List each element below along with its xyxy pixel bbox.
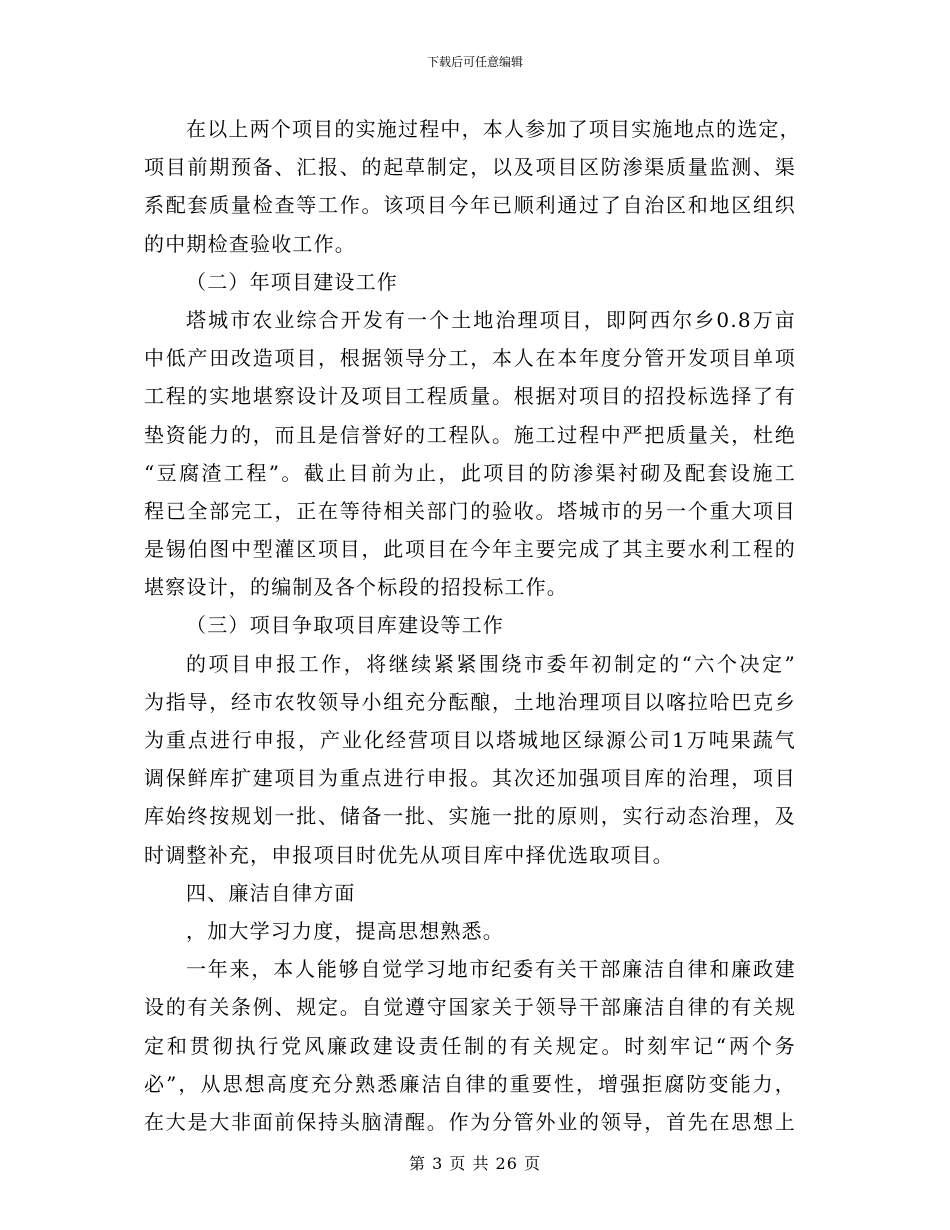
page-number: 第 3 页 共 26 页 <box>409 1154 541 1173</box>
section-heading: （二）年项目建设工作 <box>186 269 398 294</box>
text-line: 的项目申报工作，将继续紧紧围绕市委年初制定的“六个决定” <box>186 651 796 676</box>
text-line: 中低产田改造项目，根据领导分工，本人在本年度分管开发项目单项 <box>144 346 796 371</box>
text-line: 在以上两个项目的实施过程中，本人参加了项目实施地点的选定， <box>186 117 801 141</box>
document-body <box>144 110 801 1141</box>
text-line: 是锡伯图中型灌区项目，此项目在今年主要完成了其主要水利工程的 <box>144 537 796 562</box>
text-line: 为重点进行申报，产业化经营项目以塔城地区绿源公司1万吨果蔬气 <box>144 728 796 752</box>
text-line: 项目前期预备、汇报、的起草制定，以及项目区防渗渠质量监测、渠 <box>144 155 796 180</box>
text-line: 塔城市农业综合开发有一个土地治理项目，即阿西尔乡0.8万亩 <box>186 307 796 332</box>
section-heading: 四、廉洁自律方面 <box>186 880 356 905</box>
text-line: 堪察设计，的编制及各个标段的招投标工作。 <box>144 575 568 600</box>
text-line: 垫资能力的，而且是信誉好的工程队。施工过程中严把质量关，杜绝 <box>144 422 796 447</box>
text-line: 库始终按规划一批、储备一批、实施一批的原则，实行动态治理，及 <box>144 804 796 829</box>
text-line: ，加大学习力度，提高思想熟悉。 <box>186 918 504 943</box>
text-line: 系配套质量检查等工作。该项目今年已顺利通过了自治区和地区组织 <box>144 193 796 218</box>
section-heading: （三）项目争取项目库建设等工作 <box>186 613 504 638</box>
header-note: 下载后可任意编辑 <box>426 55 523 69</box>
text-line: “豆腐渣工程”。截止目前为止，此项目的防渗渠衬砌及配套设施工 <box>144 460 796 485</box>
text-line: 工程的实地堪察设计及项目工程质量。根据对项目的招投标选择了有 <box>144 384 796 409</box>
text-line: 一年来，本人能够自觉学习地市纪委有关干部廉洁自律和廉政建 <box>186 957 796 982</box>
text-line: 程已全部完工，正在等待相关部门的验收。塔城市的另一个重大项目 <box>144 498 796 523</box>
text-line: 定和贯彻执行党风廉政建设责任制的有关规定。时刻牢记“两个务 <box>144 1033 796 1058</box>
text-line: 在大是大非面前保持头脑清醒。作为分管外业的领导，首先在思想上 <box>144 1109 796 1134</box>
text-line: 设的有关条例、规定。自觉遵守国家关于领导干部廉洁自律的有关规 <box>144 995 796 1020</box>
text-line: 的中期检查验收工作。 <box>144 231 356 256</box>
text-line: 调保鲜库扩建项目为重点进行申报。其次还加强项目库的治理，项目 <box>144 766 796 791</box>
text-line: 时调整补充，申报项目时优先从项目库中择优选取项目。 <box>144 842 674 867</box>
text-line: 必”，从思想高度充分熟悉廉洁自律的重要性，增强拒腐防变能力， <box>144 1071 796 1096</box>
text-line: 为指导，经市农牧领导小组充分酝酿，土地治理项目以喀拉哈巴克乡 <box>144 689 796 714</box>
